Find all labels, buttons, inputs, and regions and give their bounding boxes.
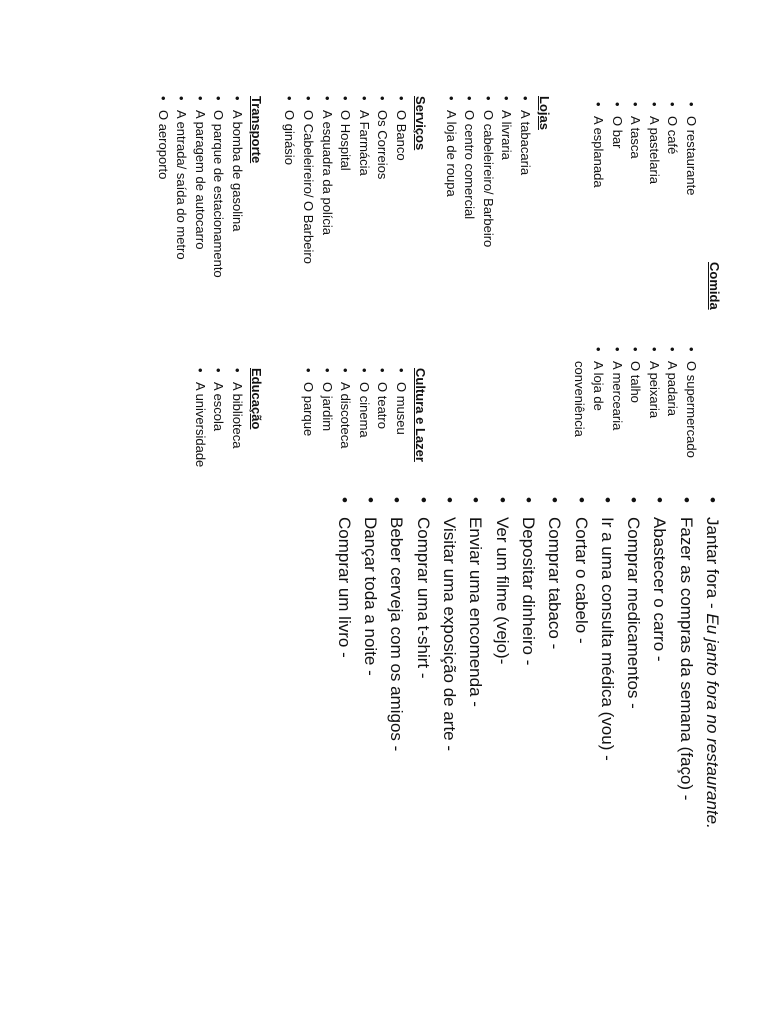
- exercise-item: • Dançar toda a noite -: [357, 497, 383, 857]
- list-item: • O cinema: [354, 368, 373, 528]
- list-item: • O Cabeleireiro/ O Barbeiro: [298, 96, 317, 326]
- exercise-item: • Comprar uma t-shirt -: [409, 497, 435, 857]
- exercise-item: • Comprar tabaco -: [541, 497, 567, 857]
- exercise-item: • Comprar medicamentos -: [620, 497, 646, 857]
- list-item: • A esquadra da polícia: [317, 96, 336, 326]
- exercise-item: [699, 497, 725, 857]
- exercise-item: • Enviar uma encomenda -: [462, 497, 488, 857]
- list-item: • A loja de roupa: [441, 96, 460, 316]
- list-lojas: [441, 96, 534, 316]
- list-item: • A livraria: [497, 96, 516, 316]
- exercise-item: • Fazer as compras da semana (faço) -: [672, 497, 698, 857]
- exercise-item: • Ver um filme (vejo)-: [488, 497, 514, 857]
- exercise-item: • Depositar dinheiro -: [515, 497, 541, 857]
- exercise-item: • Abastecer o carro -: [646, 497, 672, 857]
- heading-comida: Comida: [707, 262, 722, 310]
- list-item: • O bar: [607, 102, 626, 252]
- list-comida-left: [588, 102, 700, 252]
- list-item: • O parque: [298, 368, 317, 528]
- exercise-item: • Beber cerveja com os amigos -: [383, 497, 409, 857]
- list-item: • O café: [663, 102, 682, 252]
- exercise-prompt: Jantar fora -: [703, 517, 722, 614]
- exercise-item: • Comprar um livro -: [331, 497, 357, 857]
- list-item: • O Hospital: [336, 96, 355, 326]
- list-item: • O teatro: [373, 368, 392, 528]
- list-servicos: [280, 96, 410, 326]
- heading-servicos: Serviços: [413, 96, 428, 151]
- list-item: • A discoteca: [336, 368, 355, 528]
- list-item: • A tasca: [626, 102, 645, 252]
- list-item: • A universidade: [190, 368, 209, 528]
- list-item: • A loja de: [588, 347, 607, 487]
- list-item: • A peixaria: [644, 347, 663, 487]
- heading-educacao: Educação: [249, 368, 264, 430]
- list-item: • A tabacaria: [515, 96, 534, 316]
- list-item: • Os Correios: [373, 96, 392, 326]
- list-item: • O parque de estacionamento: [209, 96, 228, 356]
- list-item: • A pastelaria: [644, 102, 663, 252]
- list-item: • O museu: [391, 368, 410, 528]
- list-transporte: [153, 96, 246, 356]
- list-item: • O restaurante: [681, 102, 700, 252]
- exercise-item: • Cortar o cabelo -: [567, 497, 593, 857]
- list-item: • O centro comercial: [460, 96, 479, 316]
- heading-cultura-lazer: Cultura e Lazer: [413, 368, 428, 462]
- list-item: • O aeroporto: [153, 96, 172, 356]
- list-item: • A padaria: [663, 347, 682, 487]
- list-item: • O ginásio: [280, 96, 299, 326]
- list-item: • A mercearia: [607, 347, 626, 487]
- exercise-item: • Visitar uma exposição de arte -: [436, 497, 462, 857]
- list-item-continuation: conveniência: [572, 361, 588, 437]
- list-comida-right: [570, 347, 700, 487]
- exercise-example-answer: Eu janto fora no restaurante.: [703, 613, 722, 829]
- list-item: • A esplanada: [588, 102, 607, 252]
- list-item: • O supermercado: [681, 347, 700, 487]
- list-item: • A Farmácia: [354, 96, 373, 326]
- exercise-item: • Ir a uma consulta médica (vou) -: [594, 497, 620, 857]
- list-item: • O jardim: [317, 368, 336, 528]
- list-item: • A paragem de autocarro: [190, 96, 209, 356]
- list-item: • A entrada/ saída do metro: [172, 96, 191, 356]
- worksheet-sheet: [108, 62, 728, 862]
- exercise-list: [331, 497, 725, 857]
- list-item: • O Banco: [391, 96, 410, 326]
- list-item: • A escola: [209, 368, 228, 528]
- list-item: • A bomba de gasolina: [227, 96, 246, 356]
- heading-lojas: Lojas: [537, 96, 552, 130]
- list-educacao: [190, 368, 246, 528]
- heading-transporte: Transporte: [249, 96, 264, 164]
- list-item: • A biblioteca: [227, 368, 246, 528]
- list-item: • O cabeleireiro/ Barbeiro: [478, 96, 497, 316]
- list-item: • O talho: [626, 347, 645, 487]
